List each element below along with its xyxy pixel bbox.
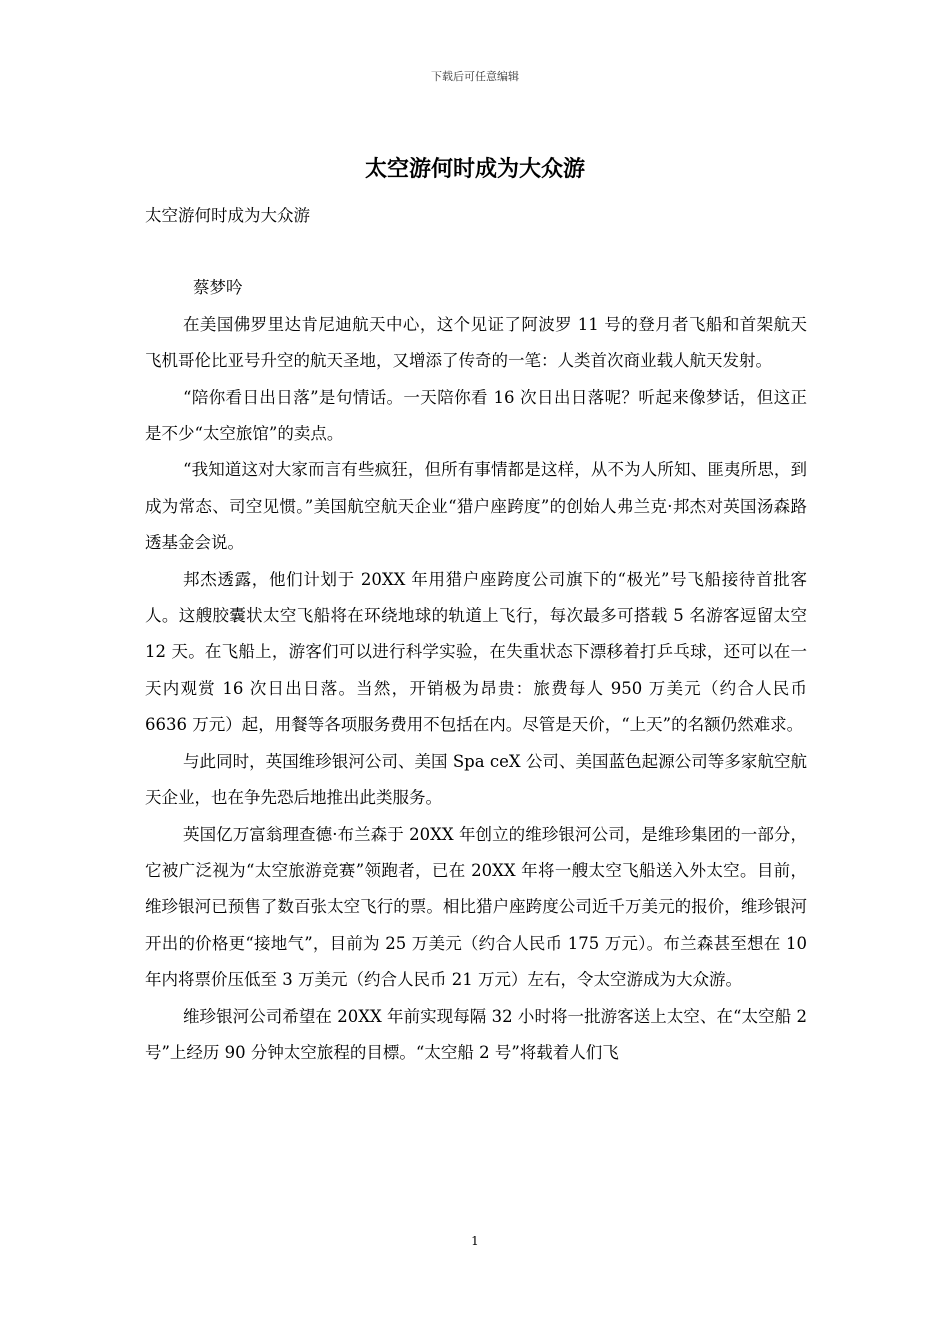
- author-name: 蔡梦吟: [193, 278, 243, 298]
- document-subtitle: 太空游何时成为大众游: [145, 206, 310, 225]
- body-paragraph: 在美国佛罗里达肯尼迪航天中心，这个见证了阿波罗 11 号的登月者飞船和首架航天飞机哥伦比亚号升空的航天圣地，又增添了传奇的一笔：人类首次商业载人航天发射。: [145, 314, 807, 371]
- document-body: [145, 198, 807, 1071]
- header-note: 下载后可任意编辑: [431, 70, 519, 83]
- page-number: 1: [471, 1234, 479, 1248]
- body-paragraph: “陪你看日出日落”是句情话。一天陪你看 16 次日出日落呢？听起来像梦话，但这正是不少“太空旅馆”的卖点。: [145, 387, 807, 444]
- body-paragraph: 邦杰透露，他们计划于 20XX 年用猎户座跨度公司旗下的“极光”号飞船接待首批客人。这艘胶囊状太空飞船将在环绕地球的轨道上飞行，每次最多可搭载 5 名游客逗留太空 12 天。在飞船上，游客们可以进行科学实验，在失重状态下漂移着打乒乓球，还可以在一天内观赏 16 次日出日落。当然，开销极为昂贵：旅费每人 950 万美元（约合人民币 6636 万元）起，用餐等各项服务费用不包括在内。尽管是天价，“上天”的名额仍然难求。: [145, 569, 807, 735]
- body-paragraph: 英国亿万富翁理查德·布兰森于 20XX 年创立的维珍银河公司，是维珍集团的一部分，它被广泛视为“太空旅游竞赛”领跑者，已在 20XX 年将一艘太空飞船送入外太空。目前，维珍银河已预售了数百张太空飞行的票。相比猎户座跨度公司近千万美元的报价，维珍银河开出的价格更“接地气”，目前为 25 万美元（约合人民币 175 万元）。布兰森甚至想在 10 年内将票价压低至 3 万美元（约合人民币 21 万元）左右，令太空游成为大众游。: [145, 824, 807, 990]
- body-paragraph: 维珍银河公司希望在 20XX 年前实现每隔 32 小时将一批游客送上太空、在“太空船 2 号”上经历 90 分钟太空旅程的目標。“太空船 2 号”将载着人们飞: [145, 1006, 807, 1062]
- document-title: 太空游何时成为大众游: [364, 156, 585, 182]
- body-paragraph: “我知道这对大家而言有些疯狂，但所有事情都是这样，从不为人所知、匪夷所思，到成为常态、司空见惯。”美国航空航天企业“猎户座跨度”的创始人弗兰克·邦杰对英国汤森路透基金会说。: [145, 460, 807, 553]
- body-paragraph: 与此同时，英国维珍银河公司、美国 Spa ceX 公司、美国蓝色起源公司等多家航空航天企业，也在争先恐后地推出此类服务。: [145, 751, 807, 808]
